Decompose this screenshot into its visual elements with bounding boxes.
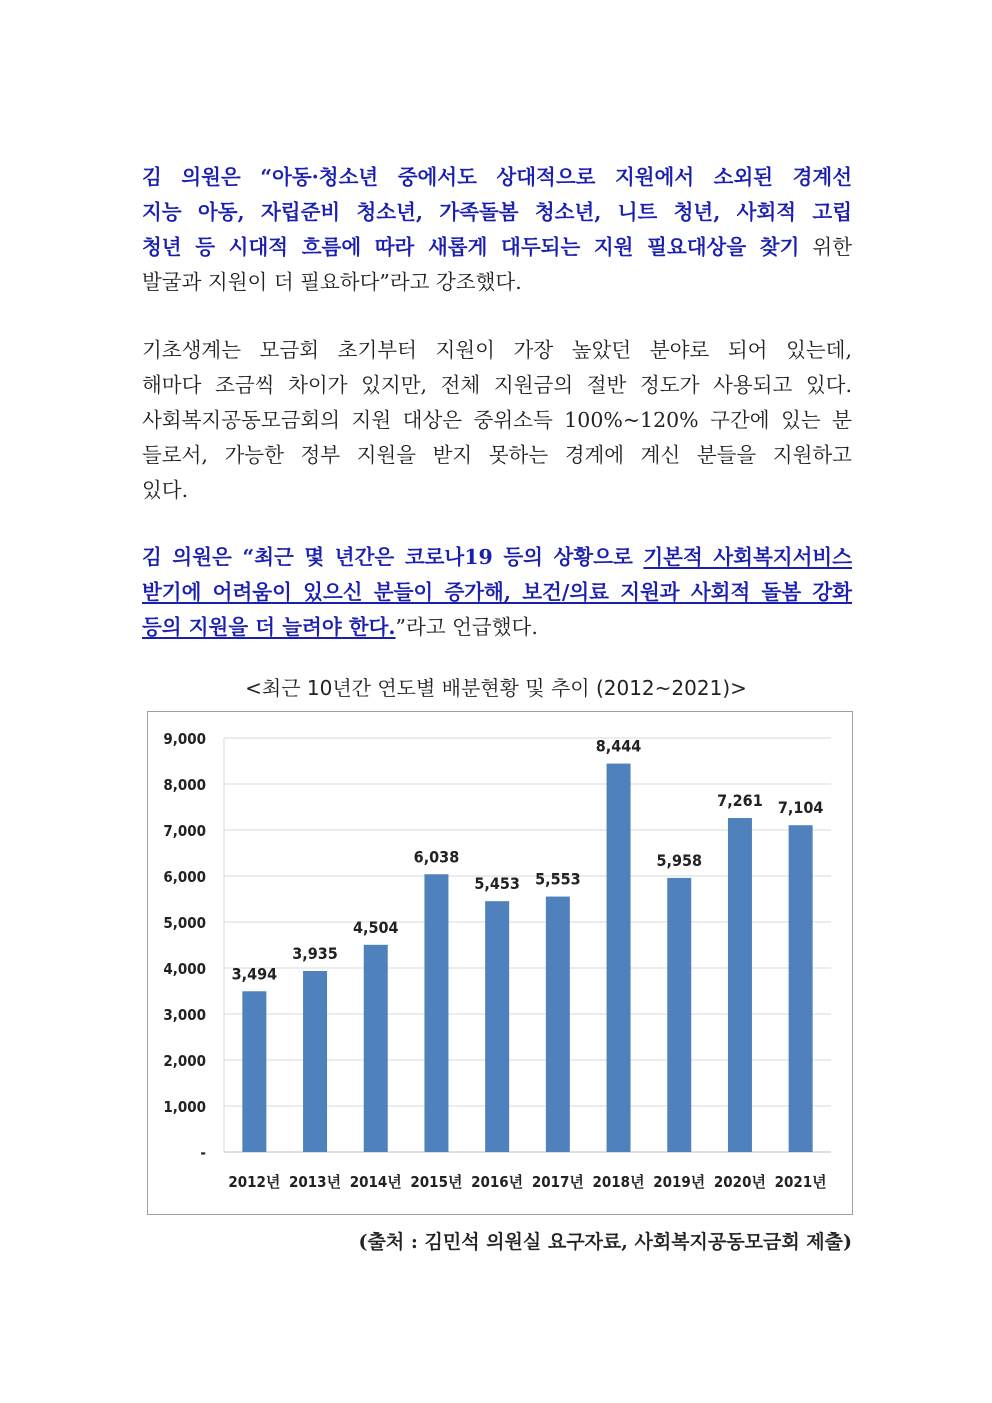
bar [364,945,388,1152]
y-tick-label: 1,000 [163,1098,206,1116]
x-tick-label: 2013년 [289,1173,342,1191]
x-tick-label: 2014년 [349,1173,402,1191]
body-text: 있다. [142,478,189,502]
data-label: 3,935 [292,943,338,963]
body-text: 해마다 조금씩 차이가 있지만, 전체 지원금의 절반 정도가 사용되고 있다. [142,373,852,397]
bar [667,878,691,1152]
y-tick-label: 3,000 [163,1006,206,1024]
highlighted-text: 청년 등 시대적 흐름에 따라 새롭게 대두되는 지원 필요대상을 찾기 [142,235,800,259]
bar-chart [147,711,853,1215]
body-text: 들로서, 가능한 정부 지원을 받지 못하는 경계에 계신 분들을 지원하고 [142,443,852,467]
bar [303,971,327,1152]
y-tick-label: 7,000 [163,822,206,840]
x-tick-label: 2016년 [471,1173,524,1191]
y-tick-label: 6,000 [163,868,206,886]
x-tick-label: 2017년 [531,1173,584,1191]
text-line [142,160,852,195]
bar [607,764,631,1152]
body-text: ”라고 언급했다. [395,615,538,639]
bar [546,897,570,1152]
chart-caption: <최근 10년간 연도별 배분현황 및 추이 (2012~2021)> [245,676,747,700]
bar [242,991,266,1152]
x-tick-label: 2015년 [410,1173,463,1191]
text-line [142,265,852,300]
body-text: 위한 [799,235,852,259]
highlighted-text: 지능 아동, 자립준비 청소년, 가족돌봄 청소년, 니트 청년, 사회적 고립 [142,200,852,224]
source-note: (출처 : 김민석 의원실 요구자료, 사회복지공동모금회 제출) [358,1231,852,1253]
bar [728,818,752,1152]
paragraph-1 [142,160,852,300]
y-tick-label: 2,000 [163,1052,206,1070]
paragraph-3 [142,540,852,645]
y-tick-label: 5,000 [163,914,206,932]
body-text: 기초생계는 모금회 초기부터 지원이 가장 높았던 분야로 되어 있는데, [142,338,852,362]
text-line [142,473,852,508]
bar-chart-svg [148,712,854,1216]
text-line [142,438,852,473]
x-tick-label: 2019년 [653,1173,706,1191]
data-label: 3,494 [231,964,278,984]
paragraph-2 [142,333,852,508]
data-label: 5,453 [474,874,520,894]
y-tick-label: 8,000 [163,776,206,794]
text-line [142,540,852,575]
highlighted-text: 기본적 사회복지서비스 [643,545,853,569]
highlighted-text: 김 의원은 “아동·청소년 중에서도 상대적으로 지원에서 소외된 경계선 [142,165,852,189]
x-tick-label: 2020년 [713,1173,766,1191]
body-text: 발굴과 지원이 더 필요하다”라고 강조했다. [142,270,522,294]
x-tick-label: 2012년 [228,1173,281,1191]
data-label: 7,104 [777,798,824,818]
text-line [142,195,852,230]
x-tick-label: 2018년 [592,1173,645,1191]
highlighted-text: 김 의원은 “최근 몇 년간은 코로나19 등의 상황으로 [142,545,644,569]
highlighted-text: 받기에 어려움이 있으신 분들이 증가해, 보건/의료 지원과 사회적 돌봄 강화 [142,580,852,604]
text-line [142,610,852,645]
data-label: 6,038 [413,847,460,867]
data-label: 4,504 [352,917,399,937]
data-label: 8,444 [595,736,642,756]
data-label: 5,958 [656,850,703,870]
highlighted-text: 등의 지원을 더 늘려야 한다. [142,615,396,639]
text-line [142,575,852,610]
text-line [142,403,852,438]
bar [485,901,509,1152]
y-tick-label: - [200,1144,206,1162]
bar [424,874,448,1152]
y-tick-label: 4,000 [163,960,206,978]
body-text: 사회복지공동모금회의 지원 대상은 중위소득 100%~120% 구간에 있는 분 [142,408,852,432]
text-line [142,333,852,368]
text-line [142,368,852,403]
x-tick-label: 2021년 [774,1173,827,1191]
y-tick-label: 9,000 [163,730,206,748]
data-label: 5,553 [535,869,581,889]
bar [789,825,813,1152]
text-line [142,230,852,265]
data-label: 7,261 [717,790,763,810]
